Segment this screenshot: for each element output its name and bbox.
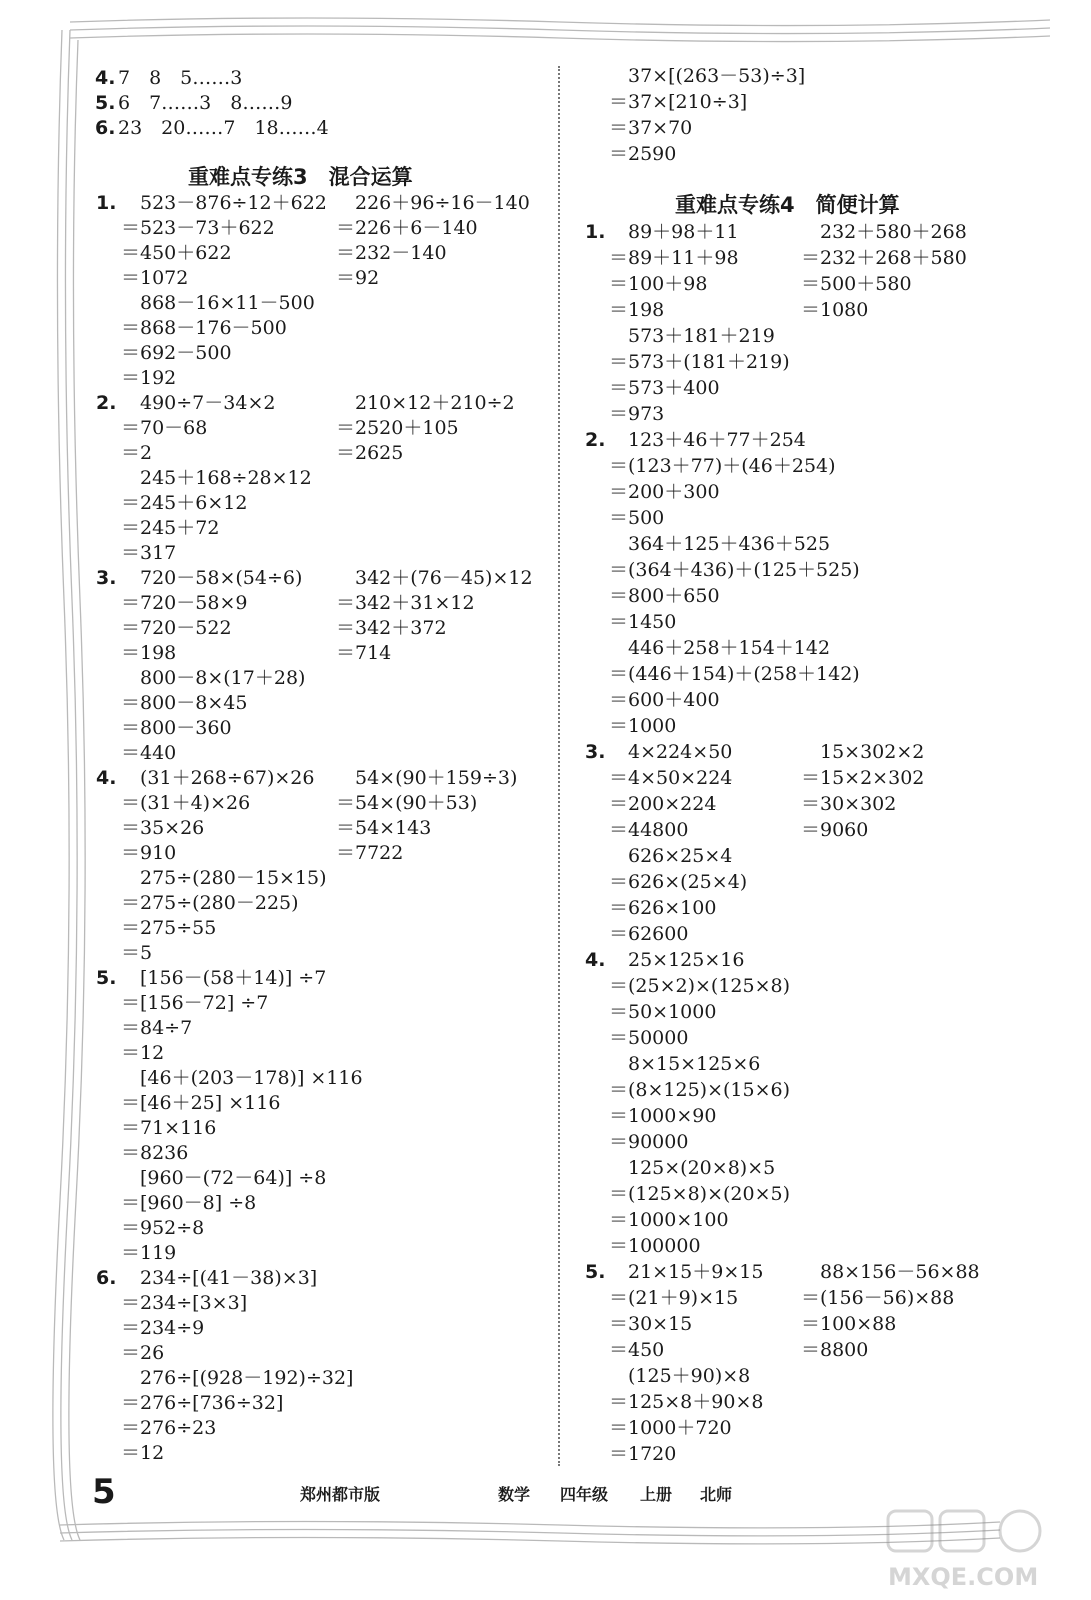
equation-line: ＝868－176－500 <box>121 317 287 339</box>
equation-line: ＝125×8＋90×8 <box>609 1391 764 1413</box>
footer-publisher: 北师 <box>700 1485 733 1504</box>
equation-line: 89＋98＋11 <box>628 221 739 243</box>
equation-line: 800－8×(17＋28) <box>140 667 306 689</box>
equation-line: (125＋90)×8 <box>628 1365 751 1387</box>
equation-line-col2: ＝9060 <box>801 819 869 841</box>
equation-line: ＝4×50×224 <box>609 767 733 789</box>
equation-line: 275÷(280－15×15) <box>140 867 327 889</box>
equation-line: ＝626×(25×4) <box>609 871 748 893</box>
equation-line: ＝37×70 <box>609 117 693 139</box>
equation-line: ＝200＋300 <box>609 481 720 503</box>
column-divider <box>558 66 560 1466</box>
equation-line: 125×(20×8)×5 <box>628 1157 776 1179</box>
equation-line: ＝(8×125)×(15×6) <box>609 1079 791 1101</box>
equation-line: ＝5 <box>121 942 153 964</box>
footer-grade: 四年级 <box>560 1485 609 1504</box>
equation-line: ＝1720 <box>609 1443 677 1465</box>
equation-line: [156－(58＋14)] ÷7 <box>140 967 327 989</box>
equation-line-col2: 342＋(76－45)×12 <box>355 567 533 589</box>
equation-line: ＝50000 <box>609 1027 689 1049</box>
equation-line: ＝317 <box>121 542 177 564</box>
watermark-text: MXQE.COM <box>888 1563 1039 1591</box>
equation-line-col2: ＝15×2×302 <box>801 767 925 789</box>
equation-line: ＝800－8×45 <box>121 692 248 714</box>
equation-line-col2: ＝(156－56)×88 <box>801 1287 955 1309</box>
equation-line-col2: ＝1080 <box>801 299 869 321</box>
equation-line: 21×15＋9×15 <box>628 1261 764 1283</box>
question-number: 6. <box>96 1267 117 1289</box>
equation-line: ＝800－360 <box>121 717 232 739</box>
equation-line-col2: ＝54×143 <box>336 817 432 839</box>
equation-line-col2: ＝92 <box>336 267 380 289</box>
equation-line: ＝26 <box>121 1342 165 1364</box>
equation-line: 37×[(263－53)÷3] <box>628 65 806 87</box>
equation-line: ＝275÷(280－225) <box>121 892 299 914</box>
equation-line: ＝35×26 <box>121 817 205 839</box>
equation-line: ＝(364＋436)＋(125＋525) <box>609 559 860 581</box>
equation-line-col2: 88×156－56×88 <box>820 1261 980 1283</box>
question-number: 5. <box>585 1261 606 1283</box>
equation-line: ＝573＋(181＋219) <box>609 351 790 373</box>
equation-line: 8×15×125×6 <box>628 1053 761 1075</box>
equation-line: ＝1000×90 <box>609 1105 717 1127</box>
equation-line: 245＋168÷28×12 <box>140 467 312 489</box>
equation-line-col2: 226＋96÷16－140 <box>355 192 530 214</box>
question-number: 3. <box>585 741 606 763</box>
equation-line-col2: ＝342＋31×12 <box>336 592 475 614</box>
equation-line: ＝100＋98 <box>609 273 708 295</box>
section-3-title: 重难点专练3 混合运算 <box>188 165 413 189</box>
equation-line-col2: ＝226＋6－140 <box>336 217 478 239</box>
equation-line: ＝(123＋77)＋(46＋254) <box>609 455 836 477</box>
question-number: 5. <box>96 967 117 989</box>
equation-line: ＝1000 <box>609 715 677 737</box>
equation-line: ＝30×15 <box>609 1313 693 1335</box>
equation-line: ＝(125×8)×(20×5) <box>609 1183 791 1205</box>
equation-line: 276÷[(928－192)÷32] <box>140 1367 354 1389</box>
equation-line: ＝626×100 <box>609 897 717 919</box>
equation-line: ＝50×1000 <box>609 1001 717 1023</box>
equation-line: ＝1450 <box>609 611 677 633</box>
equation-line-col2: ＝7722 <box>336 842 404 864</box>
answer-line: 6 7……3 8……9 <box>118 92 293 114</box>
section-4-title: 重难点专练4 简便计算 <box>675 193 900 217</box>
question-number: 2. <box>96 392 117 414</box>
equation-line: ＝37×[210÷3] <box>609 91 748 113</box>
question-number: 1. <box>96 192 117 214</box>
equation-line-col2: 210×12＋210÷2 <box>355 392 515 414</box>
equation-line-col2: 54×(90＋159÷3) <box>355 767 518 789</box>
equation-line: ＝[46＋25] ×116 <box>121 1092 281 1114</box>
equation-line: ＝973 <box>609 403 665 425</box>
equation-line: ＝234÷9 <box>121 1317 205 1339</box>
equation-line: ＝800＋650 <box>609 585 720 607</box>
equation-line: ＝70－68 <box>121 417 208 439</box>
equation-line: ＝450 <box>609 1339 665 1361</box>
equation-line: ＝(446＋154)＋(258＋142) <box>609 663 860 685</box>
equation-line: ＝2 <box>121 442 153 464</box>
equation-line: 234÷[(41－38)×3] <box>140 1267 318 1289</box>
equation-line: ＝62600 <box>609 923 689 945</box>
equation-line: ＝(25×2)×(125×8) <box>609 975 791 997</box>
equation-line: ＝84÷7 <box>121 1017 193 1039</box>
question-number: 4. <box>585 949 606 971</box>
equation-line: ＝720－58×9 <box>121 592 248 614</box>
equation-line: ＝450＋622 <box>121 242 232 264</box>
page-number: 5 <box>92 1472 116 1512</box>
equation-line: 446＋258＋154＋142 <box>628 637 831 659</box>
question-number: 4. <box>95 67 116 89</box>
equation-line: ＝720－522 <box>121 617 232 639</box>
equation-line: ＝[156－72] ÷7 <box>121 992 269 1014</box>
equation-line: ＝12 <box>121 1442 165 1464</box>
equation-line-col2: ＝54×(90＋53) <box>336 792 478 814</box>
equation-line: 490÷7－34×2 <box>140 392 276 414</box>
question-number: 2. <box>585 429 606 451</box>
equation-line: 573＋181＋219 <box>628 325 775 347</box>
equation-line-col2: ＝8800 <box>801 1339 869 1361</box>
question-number: 6. <box>95 117 116 139</box>
question-number: 3. <box>96 567 117 589</box>
equation-line: 4×224×50 <box>628 741 733 763</box>
equation-line-col2: ＝342＋372 <box>336 617 447 639</box>
equation-line: ＝1072 <box>121 267 189 289</box>
question-number: 4. <box>96 767 117 789</box>
equation-line: ＝89＋11＋98 <box>609 247 739 269</box>
equation-line-col2: ＝500＋580 <box>801 273 912 295</box>
equation-line: ＝12 <box>121 1042 165 1064</box>
equation-line: ＝198 <box>121 642 177 664</box>
equation-line: ＝1000×100 <box>609 1209 729 1231</box>
equation-line: 868－16×11－500 <box>140 292 315 314</box>
equation-line: ＝198 <box>609 299 665 321</box>
equation-line: 123＋46＋77＋254 <box>628 429 806 451</box>
equation-line: ＝952÷8 <box>121 1217 205 1239</box>
equation-line-col2: ＝2520＋105 <box>336 417 459 439</box>
equation-line: ＝234÷[3×3] <box>121 1292 248 1314</box>
equation-line-col2: ＝100×88 <box>801 1313 897 1335</box>
equation-line: ＝71×116 <box>121 1117 217 1139</box>
equation-line: ＝(31＋4)×26 <box>121 792 251 814</box>
equation-line-col2: ＝232＋268＋580 <box>801 247 967 269</box>
equation-line: ＝910 <box>121 842 177 864</box>
equation-line: [960－(72－64)] ÷8 <box>140 1167 327 1189</box>
equation-line: ＝245＋6×12 <box>121 492 248 514</box>
equation-line: ＝276÷[736÷32] <box>121 1392 284 1414</box>
equation-line: 626×25×4 <box>628 845 733 867</box>
equation-line: 25×125×16 <box>628 949 745 971</box>
equation-line: (31＋268÷67)×26 <box>140 767 315 789</box>
equation-line-col2: ＝2625 <box>336 442 404 464</box>
equation-line-col2: ＝30×302 <box>801 793 897 815</box>
footer-subject: 数学 <box>498 1485 531 1504</box>
equation-line: ＝8236 <box>121 1142 189 1164</box>
footer-edition: 郑州都市版 <box>300 1485 381 1504</box>
equation-line: ＝523－73＋622 <box>121 217 275 239</box>
equation-line: ＝[960－8] ÷8 <box>121 1192 257 1214</box>
footer-volume: 上册 <box>640 1485 673 1504</box>
equation-line: ＝600＋400 <box>609 689 720 711</box>
equation-line: ＝192 <box>121 367 177 389</box>
equation-line: ＝500 <box>609 507 665 529</box>
equation-line: ＝44800 <box>609 819 689 841</box>
equation-line: ＝(21＋9)×15 <box>609 1287 739 1309</box>
equation-line: ＝100000 <box>609 1235 701 1257</box>
question-number: 1. <box>585 221 606 243</box>
answer-line: 23 20……7 18……4 <box>118 117 329 139</box>
equation-line: [46＋(203－178)] ×116 <box>140 1067 363 1089</box>
equation-line-col2: ＝714 <box>336 642 392 664</box>
question-number: 5. <box>95 92 116 114</box>
equation-line-col2: ＝232－140 <box>336 242 447 264</box>
watermark-logo <box>880 1505 1080 1595</box>
equation-line: ＝276÷23 <box>121 1417 217 1439</box>
equation-line: ＝200×224 <box>609 793 717 815</box>
equation-line: ＝573＋400 <box>609 377 720 399</box>
equation-line: ＝440 <box>121 742 177 764</box>
equation-line-col2: 232＋580＋268 <box>820 221 967 243</box>
equation-line: ＝1000＋720 <box>609 1417 732 1439</box>
equation-line: ＝119 <box>121 1242 177 1264</box>
equation-line: ＝245＋72 <box>121 517 220 539</box>
equation-line: ＝275÷55 <box>121 917 217 939</box>
answer-line: 7 8 5……3 <box>118 67 243 89</box>
equation-line: ＝692－500 <box>121 342 232 364</box>
equation-line: ＝2590 <box>609 143 677 165</box>
equation-line: 364＋125＋436＋525 <box>628 533 831 555</box>
equation-line: ＝90000 <box>609 1131 689 1153</box>
equation-line-col2: 15×302×2 <box>820 741 925 763</box>
equation-line: 720－58×(54÷6) <box>140 567 303 589</box>
equation-line: 523－876÷12＋622 <box>140 192 327 214</box>
